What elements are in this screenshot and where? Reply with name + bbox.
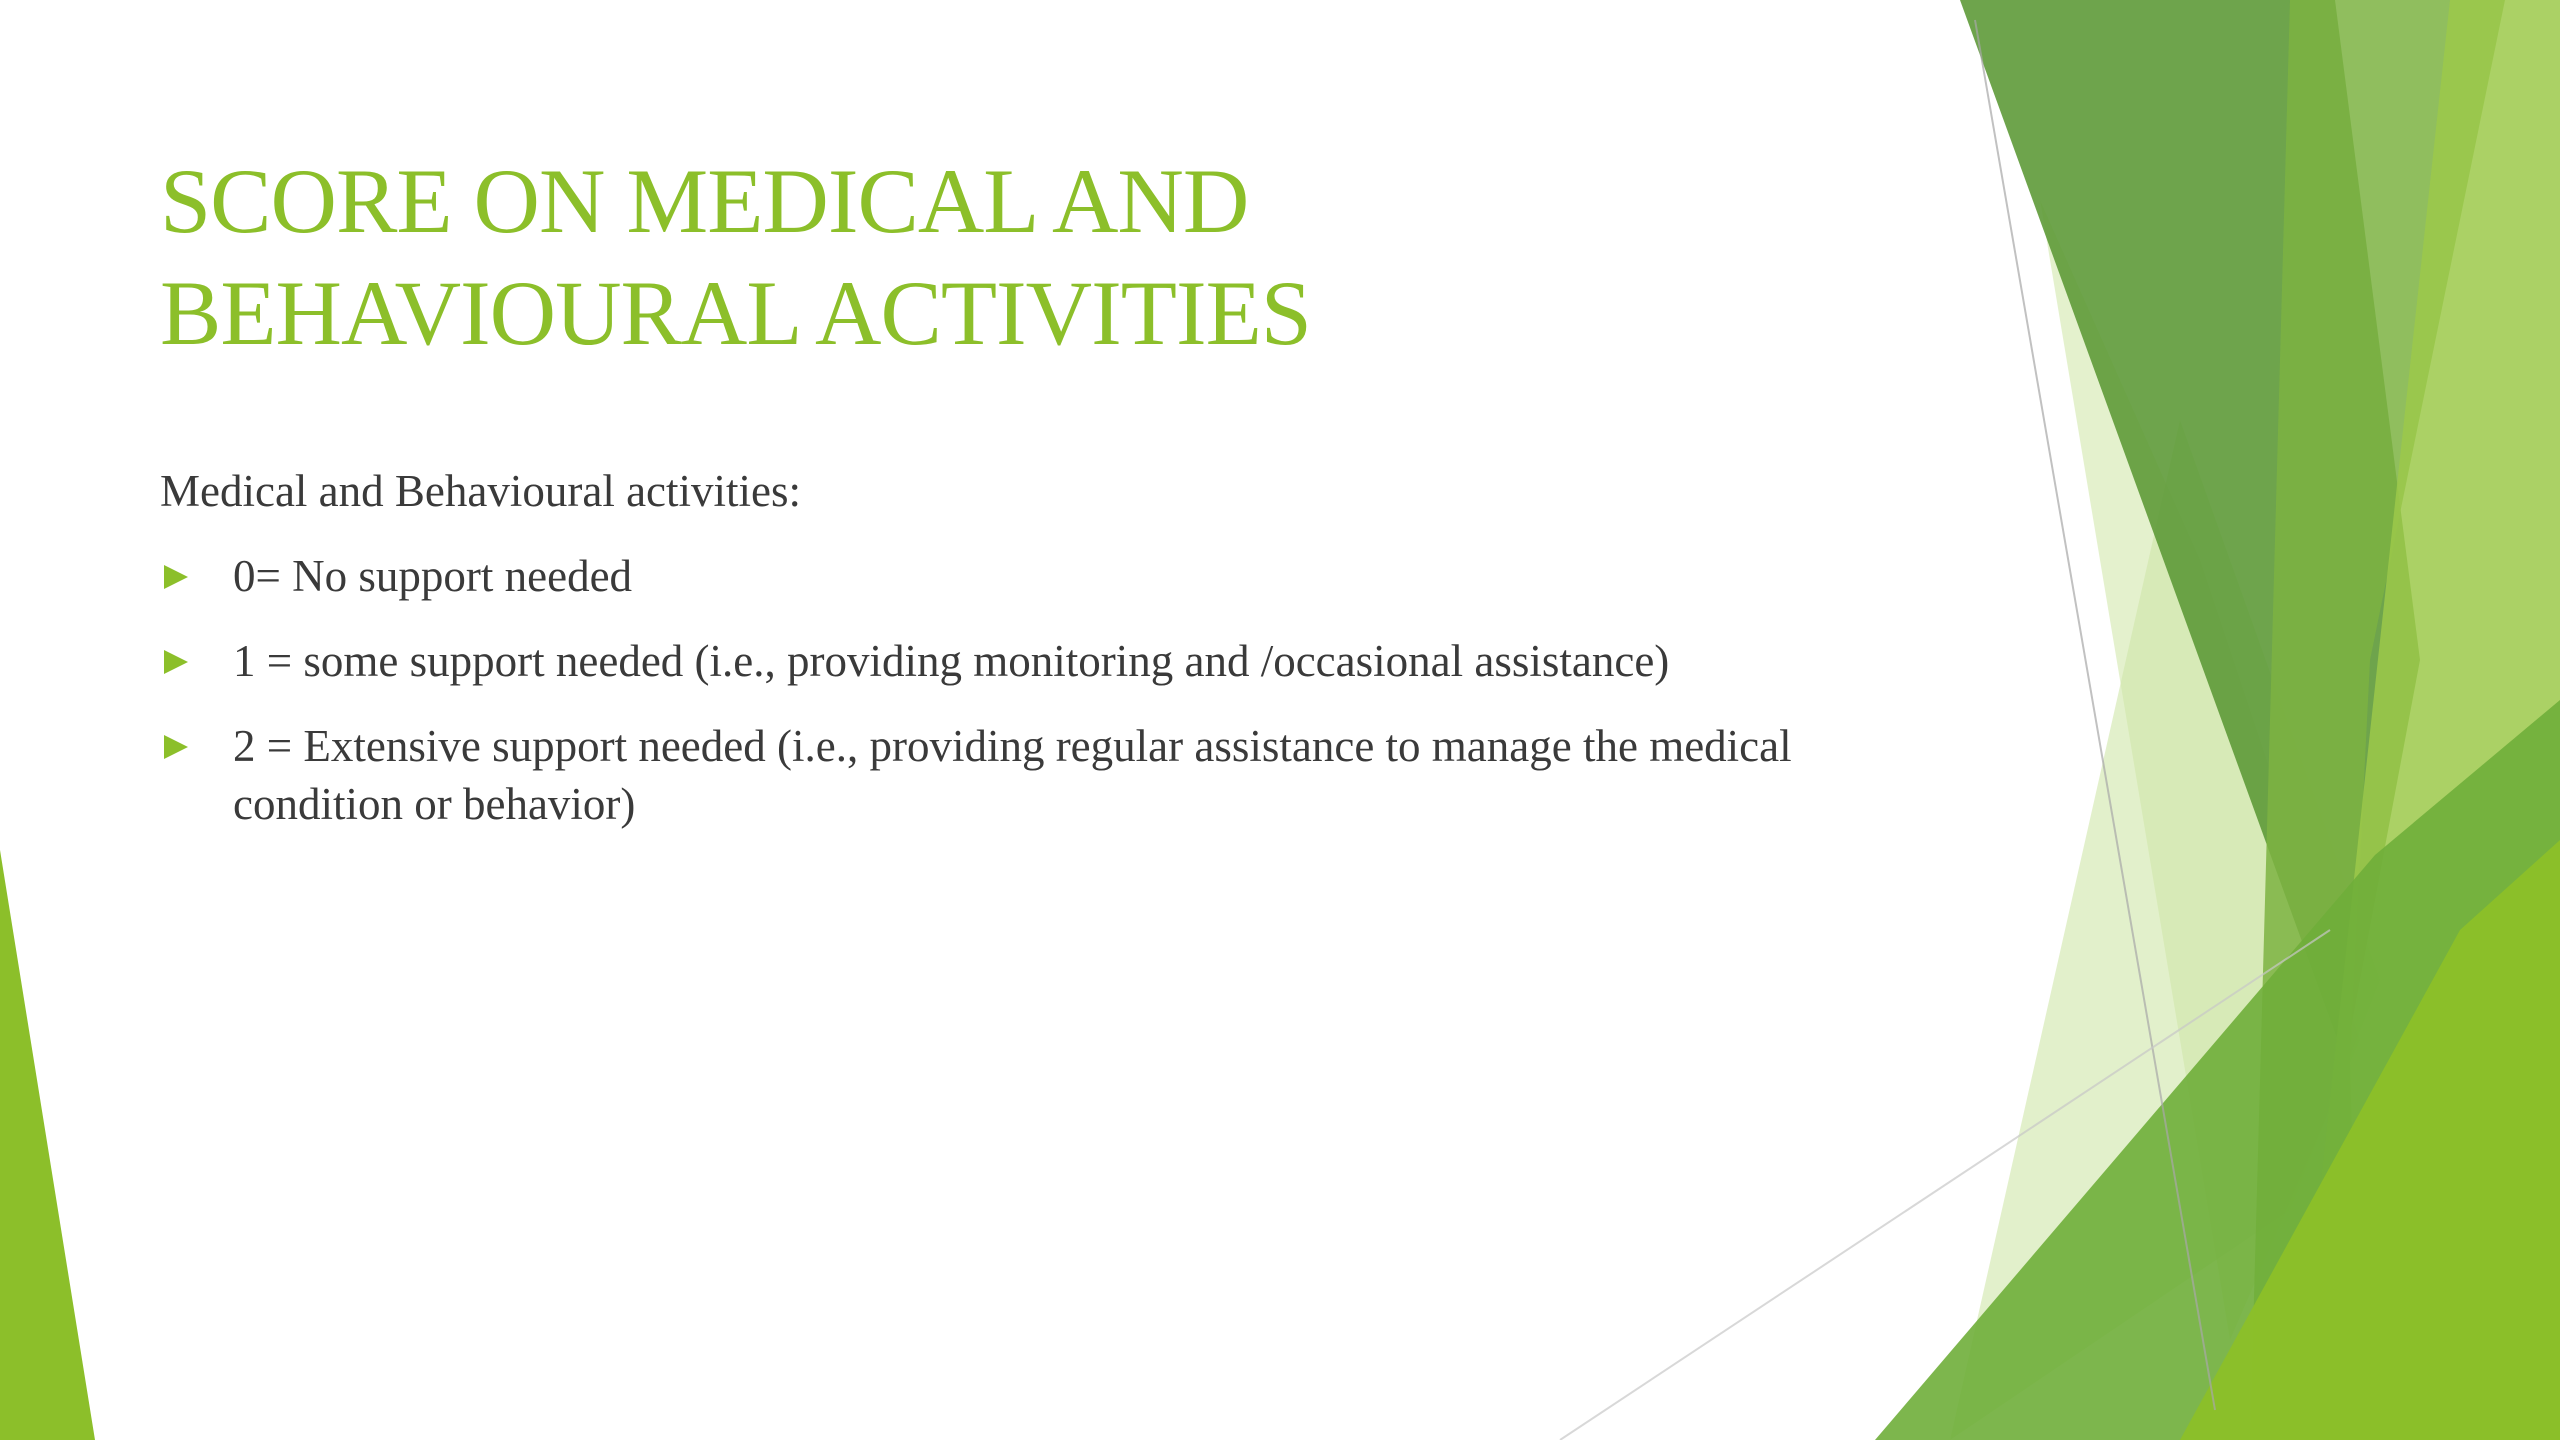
- bullet-text: 1 = some support needed (i.e., providing monitoring and /occasional assistance): [233, 636, 1670, 686]
- bullet-text: 0= No support needed: [233, 551, 633, 601]
- intro-text: Medical and Behavioural activities:: [160, 466, 802, 516]
- left-edge-shape: [0, 850, 95, 1440]
- bullet-item: [160, 547, 1920, 605]
- bullet-text: 2 = Extensive support needed (i.e., providing regular assistance to manage the medical condition or behavior): [233, 721, 1792, 829]
- triangle-bullet-icon: [164, 735, 188, 759]
- triangle-bullet-icon: [164, 650, 188, 674]
- slide-body: [160, 462, 1920, 860]
- title-line-2: BEHAVIOURAL ACTIVITIES: [160, 262, 1311, 364]
- title-line-1: SCORE ON MEDICAL AND: [160, 150, 1249, 252]
- slide-title: [160, 145, 1860, 369]
- triangle-bullet-icon: [164, 565, 188, 589]
- bullet-item: [160, 717, 1920, 833]
- bullet-item: [160, 632, 1920, 690]
- bullet-list: [160, 547, 1920, 833]
